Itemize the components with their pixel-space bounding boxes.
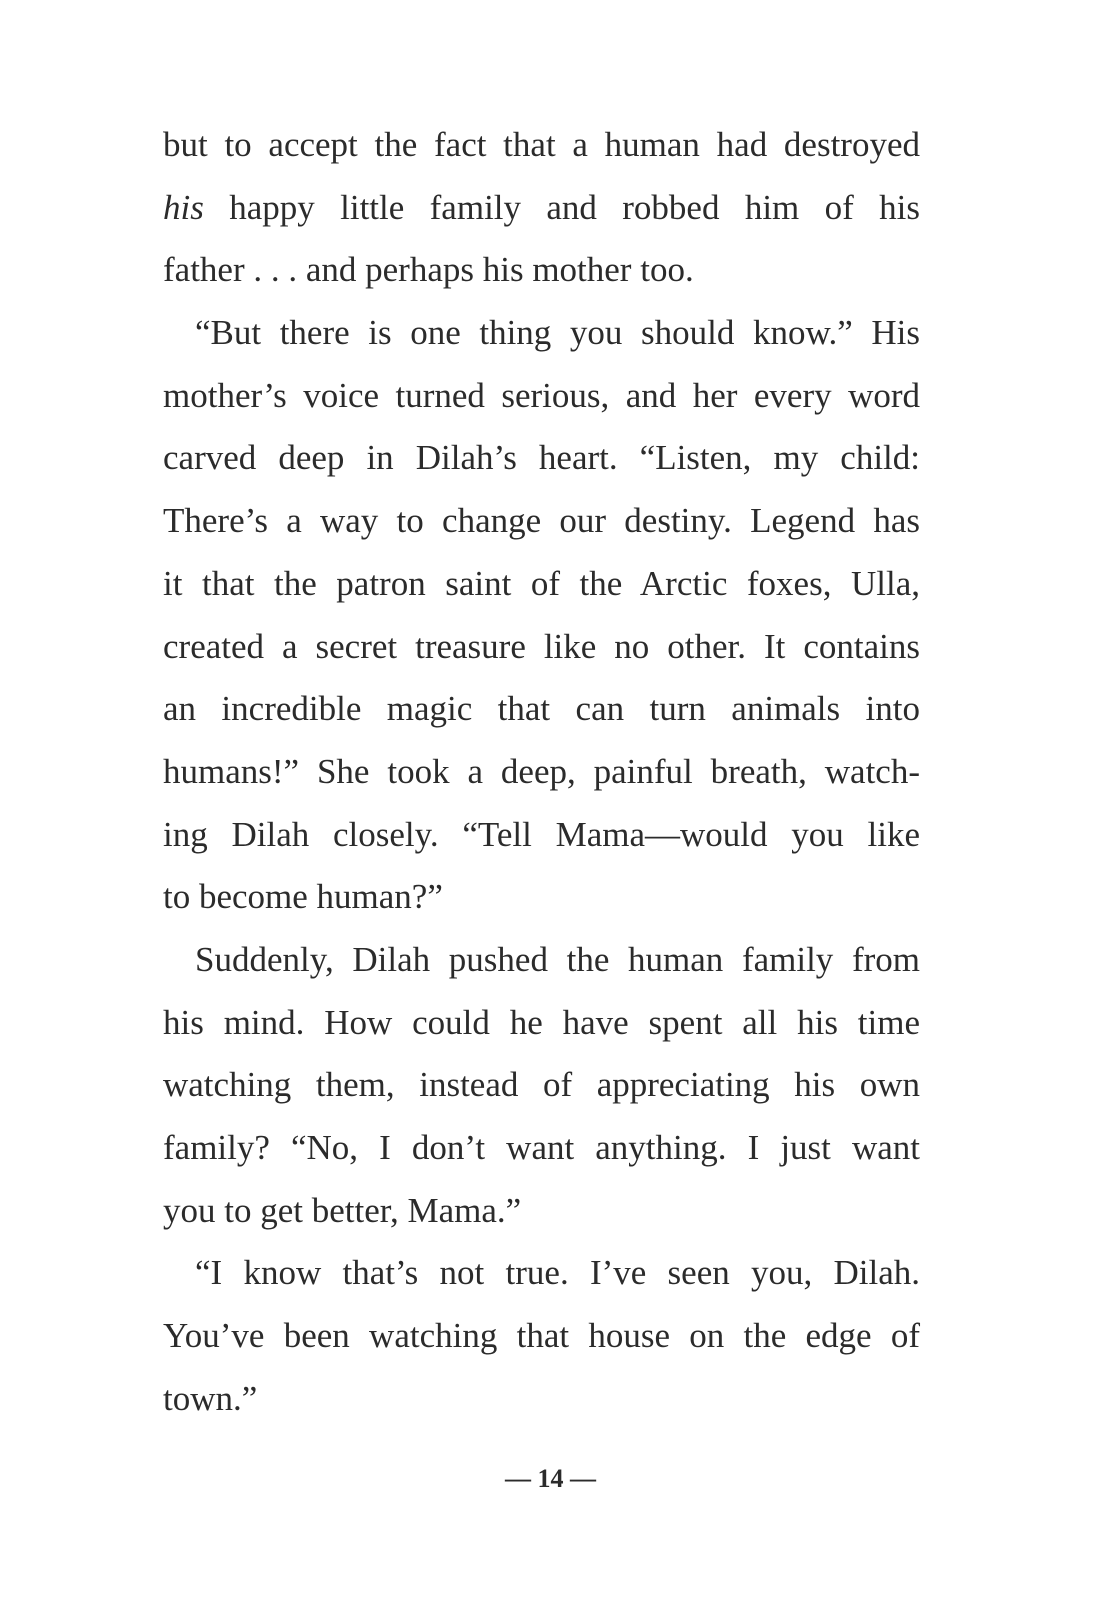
text-line: watching them, instead of appreciating his own	[163, 1065, 920, 1105]
text-line: There’s a way to change our destiny. Legend has	[163, 501, 920, 541]
text-line: mother’s voice turned serious, and her every word	[163, 375, 920, 415]
text-line: you to get better, Mama.”	[163, 1190, 522, 1230]
text-line: humans!” She took a deep, painful breath, watch-	[163, 751, 920, 791]
paragraph-first-line: Suddenly, Dilah pushed the human family from	[195, 939, 920, 979]
text-line: created a secret treasure like no other. It contains	[163, 626, 920, 666]
text-line: father . . . and perhaps his mother too.	[163, 250, 694, 290]
paragraph-first-line: “I know that’s not true. I’ve seen you, Dilah.	[195, 1253, 920, 1293]
text-line-remainder: happy little family and robbed him of his	[229, 187, 921, 227]
emphasized-word: his	[163, 187, 204, 227]
text-line: but to accept the fact that a human had destroyed	[163, 125, 920, 164]
text-line: to become human?”	[163, 877, 443, 917]
page-number: — 14 —	[505, 1464, 596, 1493]
text-line: carved deep in Dilah’s heart. “Listen, my child:	[163, 438, 920, 478]
text-line: an incredible magic that can turn animals into	[163, 689, 920, 729]
text-line: his mind. How could he have spent all his time	[163, 1002, 920, 1042]
text-line: it that the patron saint of the Arctic foxes, Ulla,	[163, 563, 920, 603]
body-text	[163, 114, 920, 1430]
text-line: town.”	[163, 1378, 258, 1418]
text-line	[163, 177, 920, 240]
paragraph-first-line: “But there is one thing you should know.” His	[195, 313, 920, 353]
text-line: family? “No, I don’t want anything. I just want	[163, 1128, 920, 1167]
text-line: You’ve been watching that house on the edge of	[163, 1316, 920, 1356]
text-line: ing Dilah closely. “Tell Mama—would you like	[163, 814, 920, 854]
